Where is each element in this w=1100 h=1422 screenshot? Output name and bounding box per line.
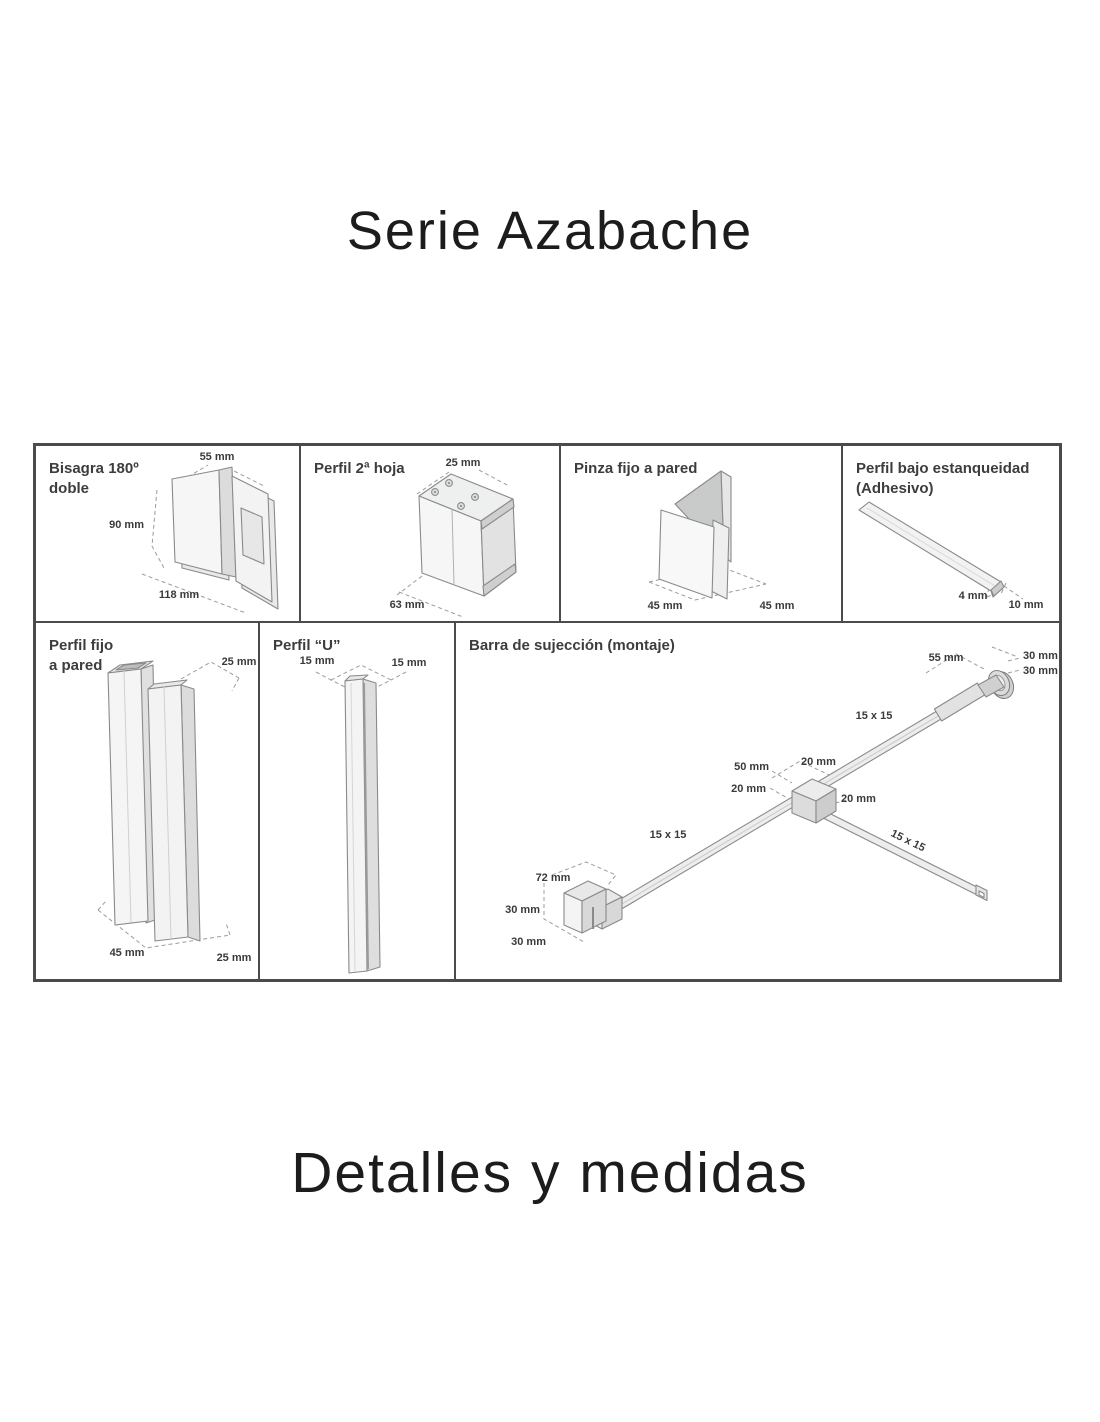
perfil-fijo-drawing [36, 623, 258, 977]
barra-dim-clamp-len: 72 mm [535, 872, 571, 884]
bisagra-dim-bottom: 118 mm [158, 589, 200, 601]
barra-section-lower: 15 x 15 [649, 829, 687, 841]
cell-bisagra-title: Bisagra 180º doble [49, 460, 139, 497]
perfil-u-profile [345, 675, 380, 973]
cell-barra [456, 623, 1059, 979]
barra-dim-junction-len: 50 mm [734, 761, 769, 773]
cell-perfil-bajo-title: Perfil bajo estanqueidad (Adhesivo) [856, 460, 1030, 497]
pinza-clamp-shapes [659, 471, 731, 599]
cell-pinza-title: Pinza fijo a pared [574, 460, 698, 477]
barra-section-branch: 15 x 15 [888, 827, 928, 855]
barra-dim-junction-left: 20 mm [731, 783, 766, 795]
table-row-2 [36, 623, 1059, 979]
barra-section-upper: 15 x 15 [855, 710, 893, 722]
barra-dim-mount-w: 30 mm [1023, 650, 1058, 662]
table-row-1 [36, 446, 1059, 623]
perfil-bajo-strip [859, 502, 1004, 597]
cell-perfil-fijo [36, 623, 260, 979]
barra-dim-sleeve: 55 mm [928, 652, 964, 664]
bisagra-dim-left: 90 mm [109, 519, 144, 531]
cell-barra-title: Barra de sujección (montaje) [469, 637, 675, 654]
perfil-2a-hoja-dim-top: 25 mm [445, 457, 481, 469]
barra-drawing [456, 623, 1059, 977]
barra-dim-junction-right: 20 mm [841, 793, 876, 805]
cell-perfil-u-title: Perfil “U” [273, 637, 341, 654]
perfil-fijo-dim-bottom-left: 45 mm [109, 947, 145, 959]
pinza-dim-left: 45 mm [647, 600, 683, 612]
cell-perfil-bajo [843, 446, 1059, 623]
perfil-bajo-dim-width: 10 mm [1008, 599, 1044, 611]
cell-perfil-u [260, 623, 456, 979]
barra-glass-clamp [564, 881, 622, 933]
barra-dim-clamp-h: 30 mm [505, 904, 540, 916]
perfil-u-dim-right: 15 mm [391, 657, 427, 669]
bisagra-dim-top: 55 mm [199, 451, 235, 463]
barra-branch-bar [819, 810, 987, 901]
cell-perfil-2a-hoja [301, 446, 561, 623]
barra-dim-mount-h: 30 mm [1023, 665, 1058, 677]
perfil-fijo-dim-top: 25 mm [221, 656, 257, 668]
page-title: Serie Azabache [346, 201, 754, 261]
perfil-u-dim-left: 15 mm [299, 655, 335, 667]
barra-dim-clamp-w: 30 mm [511, 936, 546, 948]
cell-pinza [561, 446, 843, 623]
perfil-u-drawing [260, 623, 454, 977]
pinza-dim-right: 45 mm [759, 600, 795, 612]
cell-bisagra [36, 446, 301, 623]
barra-dim-junction-top: 20 mm [801, 756, 836, 768]
page-footer-title: Detalles y medidas [291, 1141, 809, 1205]
perfil-2a-hoja-dim-bottom: 63 mm [389, 599, 425, 611]
spec-table [33, 443, 1062, 982]
perfil-fijo-profiles [108, 661, 200, 941]
perfil-bajo-dim-thickness: 4 mm [958, 590, 988, 602]
perfil-2a-hoja-block [419, 474, 516, 596]
bisagra-hinge-shapes [172, 467, 278, 609]
cell-perfil-fijo-title: Perfil fijo a pared [49, 637, 114, 674]
perfil-fijo-dim-bottom-right: 25 mm [216, 952, 252, 964]
cell-perfil-2a-hoja-title: Perfil 2ª hoja [314, 460, 405, 477]
